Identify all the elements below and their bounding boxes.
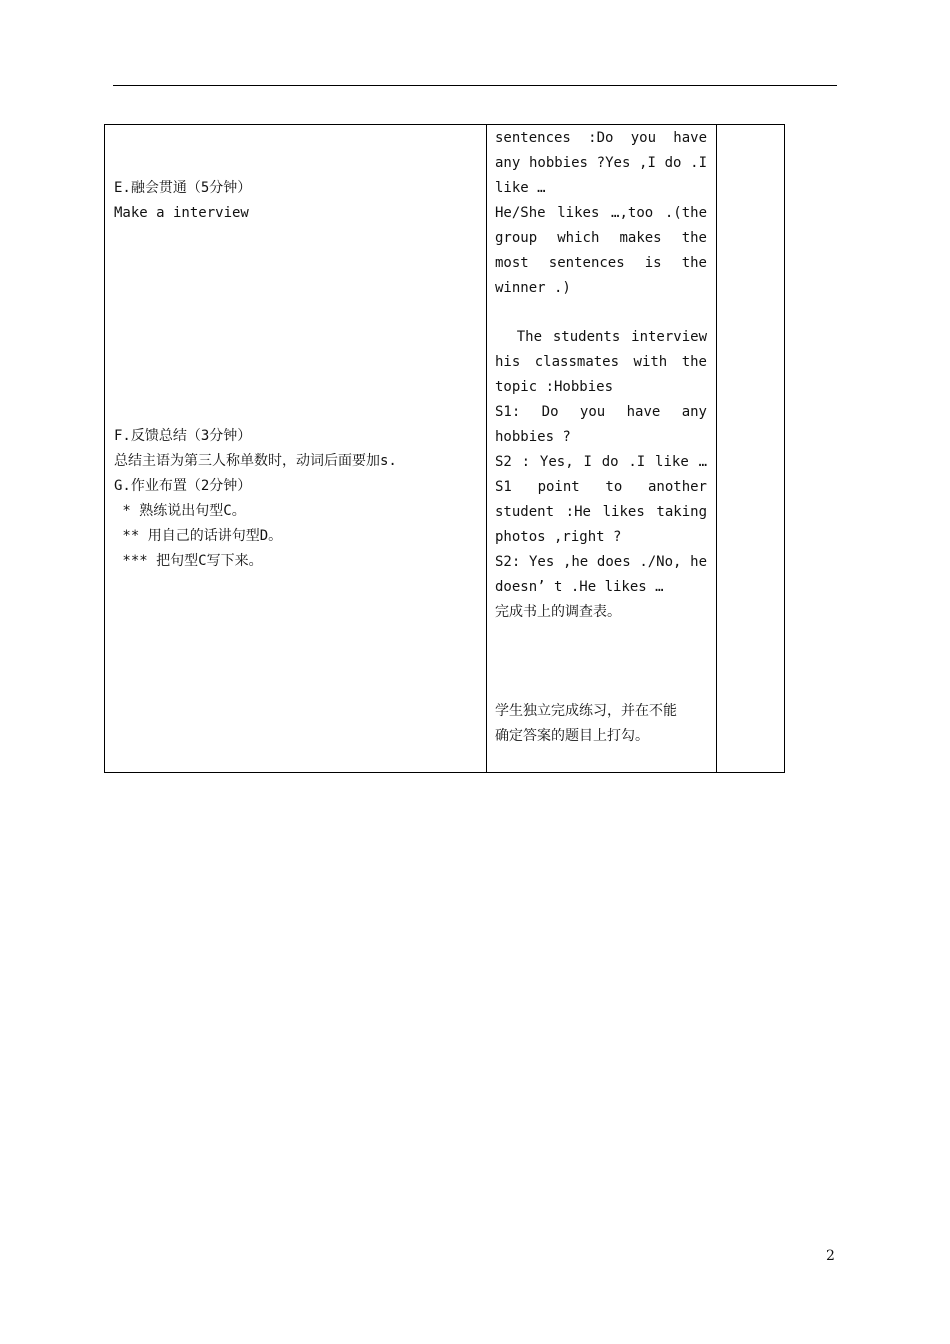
student-activity-column [487, 125, 717, 772]
section-e-body: Make a interview [114, 205, 249, 221]
exercise-activity-text [495, 699, 707, 749]
header-rule [113, 85, 837, 86]
text-line: hobbies ? [495, 429, 571, 445]
text-line: The students interview [495, 329, 707, 345]
text-line: S1 point to another [495, 479, 707, 495]
section-f-body: 总结主语为第三人称单数时，动词后面要加s. [114, 453, 397, 469]
text-line: his classmates with the [495, 354, 707, 370]
group-activity-text [495, 126, 707, 301]
section-g-title: G.作业布置（2分钟） [114, 478, 252, 494]
text-line: most sentences is the [495, 255, 707, 271]
text-line: topic :Hobbies [495, 379, 614, 395]
homework-item: *** 把句型C写下来。 [114, 553, 263, 569]
text-line: winner .) [495, 280, 571, 296]
page-number: 2 [826, 1248, 835, 1264]
teacher-activity-column [105, 125, 487, 772]
text-line: 确定答案的题目上打勾。 [495, 728, 649, 744]
text-line: S1: Do you have any [495, 404, 707, 420]
text-line: sentences :Do you have [495, 130, 707, 146]
text-line: like … [495, 180, 546, 196]
text-line: S2 : Yes, I do .I like … [495, 454, 707, 470]
section-e-title: E.融会贯通（5分钟） [114, 180, 252, 196]
text-line: doesn’ t .He likes … [495, 579, 664, 595]
interview-activity-text [495, 325, 707, 625]
text-line: student :He likes taking [495, 504, 707, 520]
text-line: photos ,right ? [495, 529, 622, 545]
notes-column [717, 125, 784, 772]
lesson-plan-table [104, 124, 785, 773]
text-line: 学生独立完成练习，并在不能 [495, 703, 677, 719]
homework-item: * 熟练说出句型C。 [114, 503, 246, 519]
text-line: any hobbies ?Yes ,I do .I [495, 155, 707, 171]
text-line: 完成书上的调查表。 [495, 604, 621, 620]
text-line: S2: Yes ,he does ./No, he [495, 554, 707, 570]
text-line: group which makes the [495, 230, 707, 246]
homework-item: ** 用自己的话讲句型D。 [114, 528, 283, 544]
text-line: He/She likes …,too .(the [495, 205, 707, 221]
section-f-title: F.反馈总结（3分钟） [114, 428, 252, 444]
